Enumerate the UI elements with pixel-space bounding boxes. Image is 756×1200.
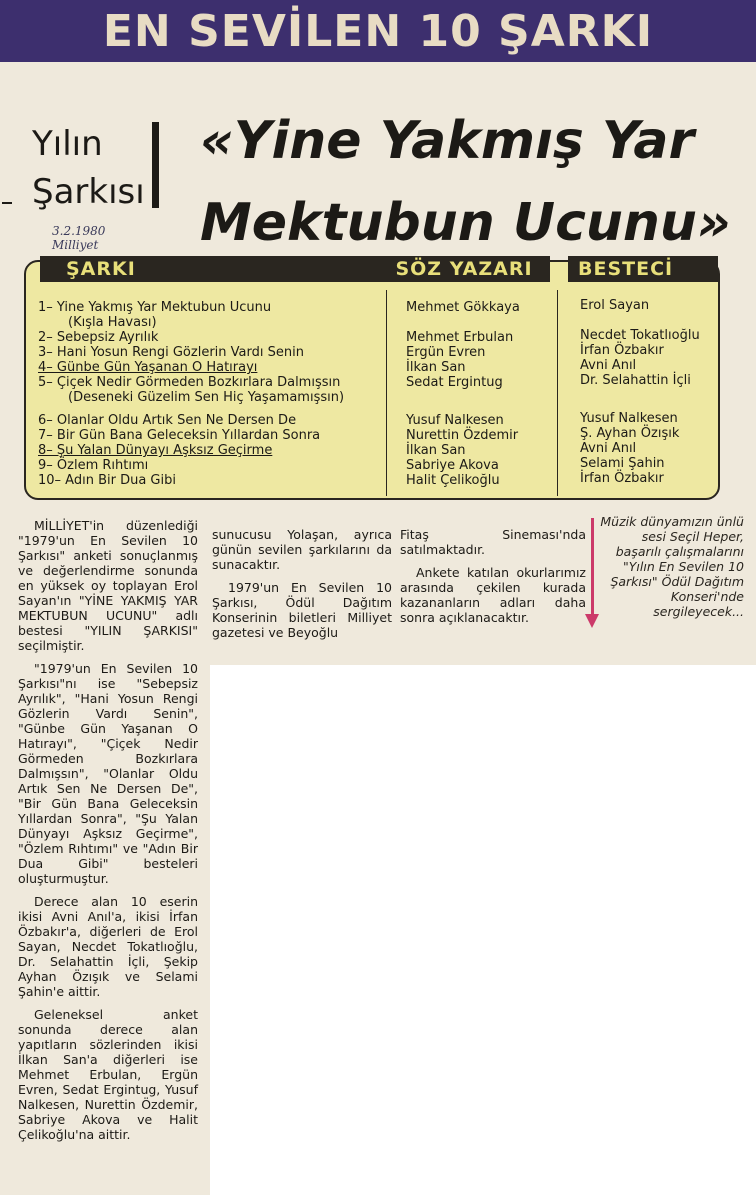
list-item: Sabriye Akova: [406, 458, 499, 473]
headline-line-2: Mektubun Ucunu»: [200, 193, 731, 253]
list-item: Necdet Tokatlıoğlu: [580, 328, 700, 343]
article-column-1: [18, 518, 198, 1150]
list-item: [406, 315, 566, 330]
list-item: Mehmet Gökkaya: [406, 300, 520, 315]
article-paragraph: sunucusu Yolaşan, ayrıca günün sevilen şarkılarını da sunacaktır.: [212, 527, 392, 572]
list-item: Mehmet Erbulan: [406, 330, 514, 345]
list-item: [38, 405, 378, 413]
list-item: Ergün Evren: [406, 345, 486, 360]
list-item: 8– Şu Yalan Dünyayı Aşksız Geçirme: [38, 443, 273, 458]
list-item: Avni Anıl: [580, 358, 637, 373]
list-item: Dr. Selahattin İçli: [580, 373, 691, 388]
banner: [0, 0, 756, 62]
list-item: [580, 313, 716, 328]
photo-caption: Müzik dünyamızın ünlü sesi Seçil Heper, başarılı çalışmalarını "Yılın En Sevilen 10 Şarkısı" Ödül Dağıtım Konseri'nde sergileyecek...: [600, 514, 744, 619]
list-item: İrfan Özbakır: [580, 343, 664, 358]
article-paragraph: Ankete katılan okurlarımız arasında çekilen kurada kazananların adları daha sonra açıklanacaktır.: [400, 565, 586, 625]
list-item: 7– Bir Gün Bana Geleceksin Yıllardan Sonra: [38, 428, 321, 443]
headline-line-1: «Yine Yakmış Yar: [200, 111, 695, 171]
article-paragraph: Geleneksel anket sonunda derece alan yapıtların sözlerinden ikisi İlkan San'a diğerleri ise Mehmet Erbulan, Ergün Evren, Sedat Ergintug, Yusuf Nalkesen, Nurettin Özdemir, Sabriye Akova ve Halit Çelikoğlu'na aittir.: [18, 1007, 198, 1142]
list-item: 5– Çiçek Nedir Görmeden Bozkırlara Dalmışsın: [38, 375, 341, 390]
list-item: Erol Sayan: [580, 298, 650, 313]
article-column-2: [212, 527, 392, 648]
list-item: Ş. Ayhan Özışık: [580, 426, 680, 441]
article-paragraph: 1979'un En Sevilen 10 Şarkısı, Ödül Dağıtım Konserinin biletleri Milliyet gazetesi ve Beyoğlu: [212, 580, 392, 640]
list-item: [406, 390, 566, 405]
handwritten-date: [52, 224, 105, 252]
article-paragraph: Fitaş Sineması'nda satılmaktadır.: [400, 527, 586, 557]
list-item: [406, 405, 566, 413]
stamp-source: Milliyet: [52, 238, 99, 252]
list-item: 9– Özlem Rıhtımı: [38, 458, 149, 473]
label-line-1: Yılın: [32, 124, 103, 164]
arrow-shaft: [591, 518, 594, 618]
column-divider: [386, 290, 387, 496]
article-paragraph: MİLLİYET'in düzenlediği "1979'un En Sevilen 10 Şarkısı" anketi sonuçlanmış ve değerlendirme sonunda en yüksek oy toplayan Erol Sayan'ın "YİNE YAKMIŞ YAR MEKTUBUN UCUNU" adlı bestesi "YILIN ŞARKISI" seçilmiştir.: [18, 518, 198, 653]
list-item: [580, 403, 716, 411]
arrow-down-icon: [585, 614, 599, 628]
table-header-song: ŞARKI: [40, 256, 392, 282]
song-list: [38, 300, 378, 488]
article-paragraph: Derece alan 10 eserin ikisi Avni Anıl'a, ikisi İrfan Özbakır'a, diğerleri de Erol Sayan, Necdet Tokatlıoğlu, Dr. Selahattin İçli, Şekip Ayhan Özışık ve Selami Şahin'e aittir.: [18, 894, 198, 999]
list-item: Avni Anıl: [580, 441, 637, 456]
list-item: 4– Günbe Gün Yaşanan O Hatırayı: [38, 360, 258, 375]
section-label: [32, 120, 145, 216]
margin-mark: [2, 202, 12, 204]
list-item: Yusuf Nalkesen: [580, 411, 678, 426]
list-item: (Kışla Havası): [68, 315, 157, 330]
article-column-3: [400, 527, 586, 633]
list-item: 2– Sebepsiz Ayrılık: [38, 330, 159, 345]
list-item: 1– Yine Yakmış Yar Mektubun Ucunu: [38, 300, 272, 315]
banner-title: EN SEVİLEN 10 ŞARKI: [102, 5, 654, 57]
list-item: İlkan San: [406, 443, 466, 458]
label-line-2: Şarkısı: [32, 172, 145, 212]
list-item: 6– Olanlar Oldu Artık Sen Ne Dersen De: [38, 413, 297, 428]
list-item: Sedat Ergintug: [406, 375, 503, 390]
list-item: İrfan Özbakır: [580, 471, 664, 486]
list-item: İlkan San: [406, 360, 466, 375]
list-item: Halit Çelikoğlu: [406, 473, 500, 488]
list-item: Nurettin Özdemir: [406, 428, 519, 443]
headline: [200, 100, 731, 264]
label-divider: [152, 122, 159, 208]
table-header-composer: BESTECİ: [568, 256, 718, 282]
table-header-lyricist: SÖZ YAZARI: [378, 256, 550, 282]
stamp-date: 3.2.1980: [52, 224, 106, 238]
article-paragraph: "1979'un En Sevilen 10 Şarkısı"nı ise "Sebepsiz Ayrılık", "Hani Yosun Rengi Gözlerin Vardı Senin", "Günbe Gün Yaşanan O Hatırayı", "Çiçek Nedir Görmeden Bozkırlara Dalmışsın", "Olanlar Oldu Artık Sen Ne Dersen De", "Bir Gün Bana Geleceksin Yıllardan Sonra", "Şu Yalan Dünyayı Aşksız Geçirme", "Özlem Rıhtımı" ve "Adın Bir Dua Gibi" besteleri oluşturmuştur.: [18, 661, 198, 886]
list-item: 3– Hani Yosun Rengi Gözlerin Vardı Senin: [38, 345, 304, 360]
list-item: Yusuf Nalkesen: [406, 413, 504, 428]
lyricist-list: [406, 300, 566, 488]
list-item: 10– Adın Bir Dua Gibi: [38, 473, 176, 488]
composer-list: [580, 298, 716, 486]
list-item: [580, 388, 716, 403]
list-item: (Deseneki Güzelim Sen Hiç Yaşamamışsın): [68, 390, 345, 405]
list-item: Selami Şahin: [580, 456, 665, 471]
